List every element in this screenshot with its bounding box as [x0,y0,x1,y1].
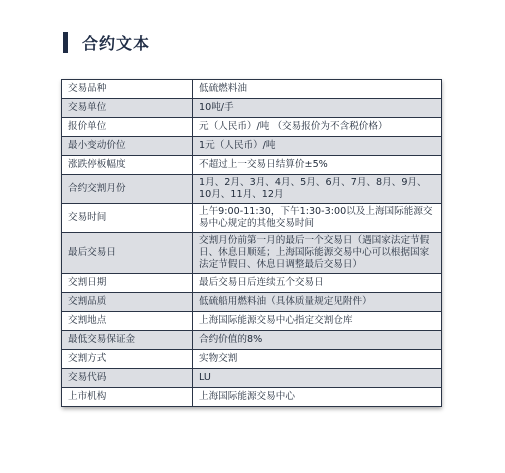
table-row [62,137,442,156]
row-value: 低硫船用燃料油（具体质量规定见附件） [193,293,442,312]
row-label: 交割品质 [62,293,193,312]
row-label: 交易代码 [62,369,193,388]
row-value: 低硫燃料油 [193,80,442,99]
row-value: 10吨/手 [193,99,442,118]
table-row [62,388,442,407]
table-row [62,175,442,204]
table-row [62,274,442,293]
row-value: 上海国际能源交易中心指定交割仓库 [193,312,442,331]
page-title: 合约文本 [82,34,151,53]
table-row [62,312,442,331]
table-row [62,118,442,137]
row-value: 不超过上一交易日结算价±5% [193,156,442,175]
row-label: 最后交易日 [62,233,193,274]
row-value: 1元（人民币）/吨 [193,137,442,156]
section-heading [63,31,150,54]
table-row [62,156,442,175]
row-label: 交割方式 [62,350,193,369]
row-label: 交易时间 [62,204,193,233]
row-label: 最低交易保证金 [62,331,193,350]
row-value: 交割月份前第一月的最后一个交易日（遇国家法定节假日、休息日顺延；上海国际能源交易中心可以根据国家法定节假日、休息日调整最后交易日） [193,233,442,274]
table-row [62,99,442,118]
contract-spec-table-container [61,79,441,407]
row-label: 上市机构 [62,388,193,407]
row-label: 最小变动价位 [62,137,193,156]
row-label: 交易单位 [62,99,193,118]
table-row [62,233,442,274]
row-value: 最后交易日后连续五个交易日 [193,274,442,293]
table-row [62,331,442,350]
contract-spec-table [61,79,442,407]
row-label: 合约交割月份 [62,175,193,204]
row-value: 元（人民币）/吨 （交易报价为不含税价格） [193,118,442,137]
row-label: 交割地点 [62,312,193,331]
table-row [62,204,442,233]
table-row [62,369,442,388]
row-value: 1月、2月、3月、4月、5月、6月、7月、8月、9月、10月、11月、12月 [193,175,442,204]
row-label: 交割日期 [62,274,193,293]
row-label: 涨跌停板幅度 [62,156,193,175]
row-label: 报价单位 [62,118,193,137]
row-value: 上午9:00-11:30，下午1:30-3:00以及上海国际能源交易中心规定的其他交易时间 [193,204,442,233]
row-value: 上海国际能源交易中心 [193,388,442,407]
heading-accent-bar [63,32,68,53]
row-value: 实物交割 [193,350,442,369]
row-label: 交易品种 [62,80,193,99]
table-row [62,293,442,312]
row-value: 合约价值的8% [193,331,442,350]
table-row [62,80,442,99]
table-row [62,350,442,369]
row-value: LU [193,369,442,388]
